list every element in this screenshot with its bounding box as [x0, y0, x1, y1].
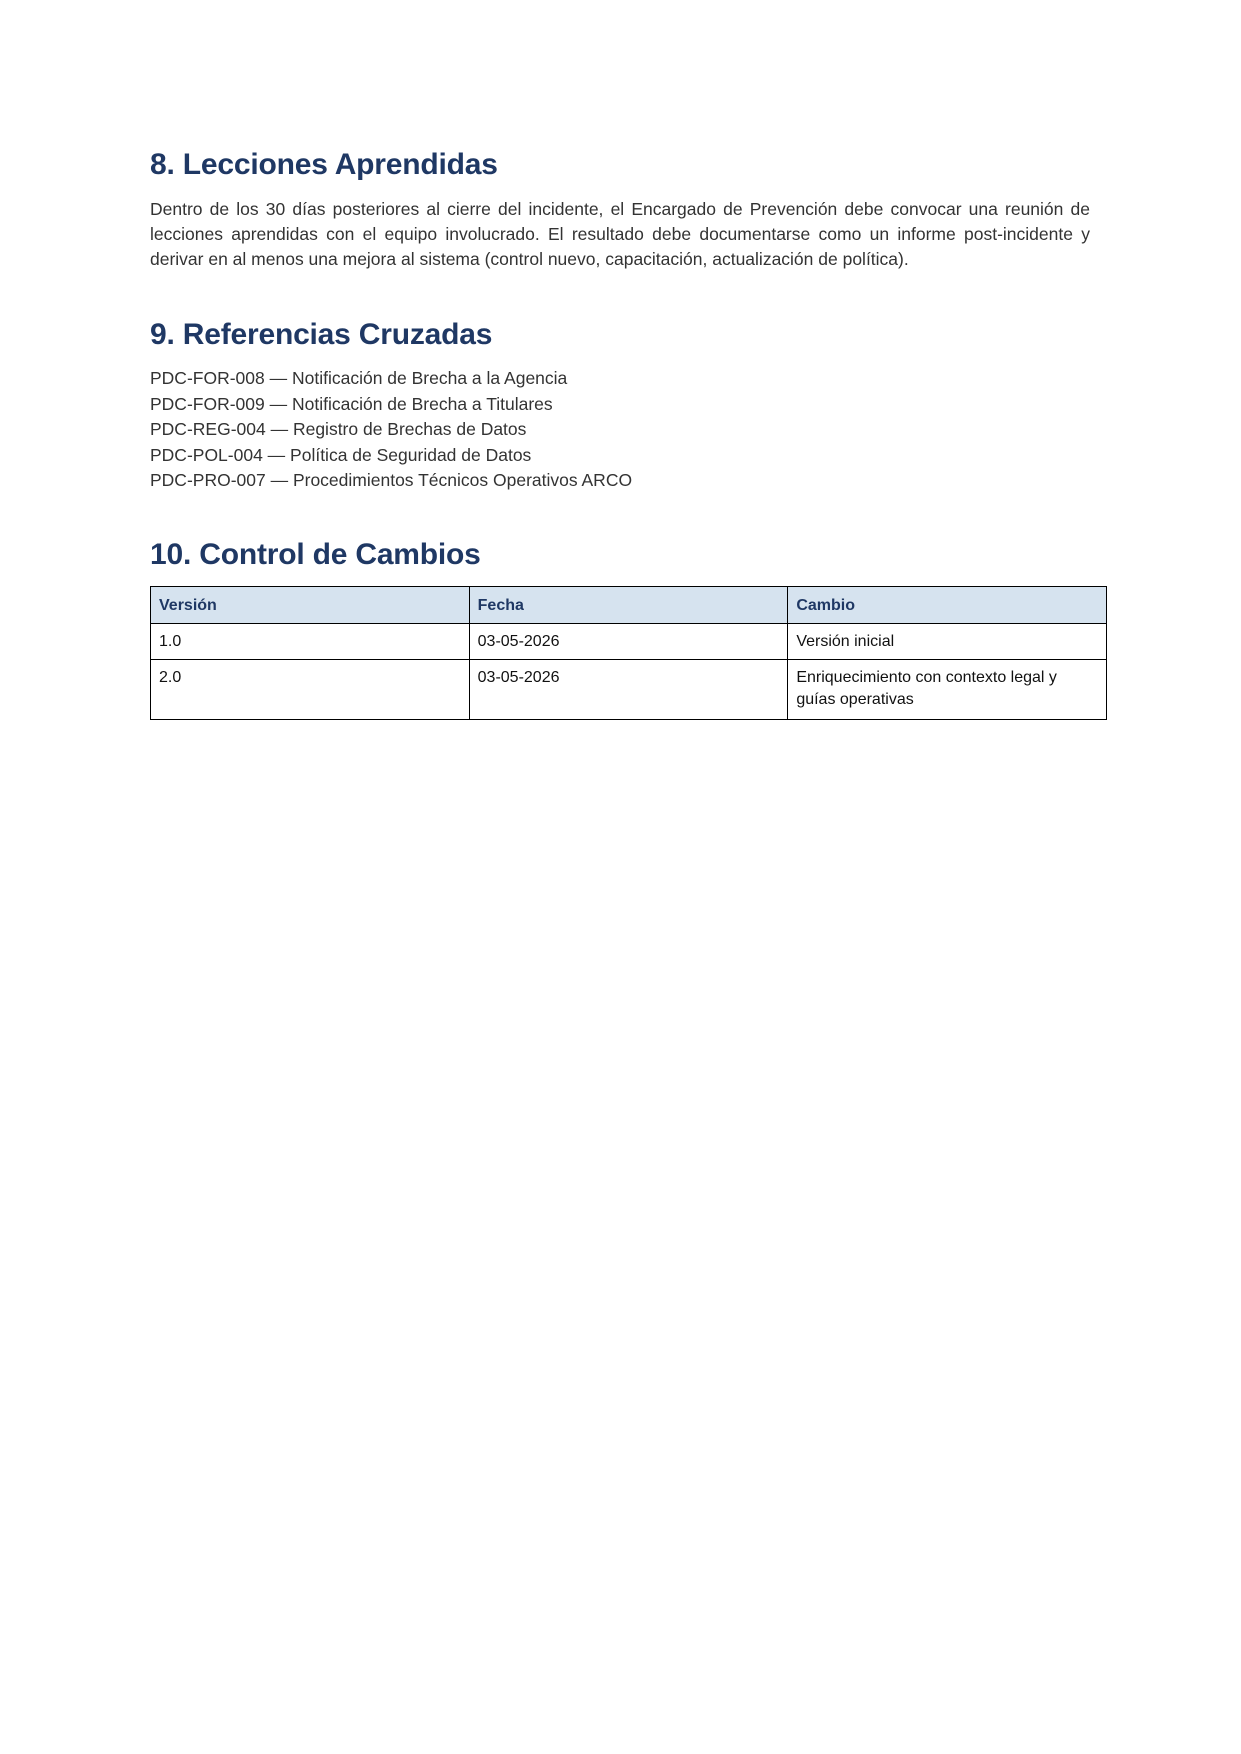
column-header-date: Fecha	[469, 587, 788, 624]
section-heading-changes: 10. Control de Cambios	[150, 537, 481, 571]
column-header-version: Versión	[151, 587, 470, 624]
cell-change: Versión inicial	[788, 624, 1107, 660]
document-page	[150, 148, 1106, 720]
references-list	[150, 366, 1106, 494]
reference-item: PDC-FOR-009 — Notificación de Brecha a Titulares	[150, 393, 553, 414]
table-row	[151, 624, 1107, 660]
lessons-paragraph: Dentro de los 30 días posteriores al cierre del incidente, el Encargado de Prevención debe convocar una reunión de lecciones aprendidas con el equipo involucrado. El resultado debe documentarse como un informe post-incidente y derivar en al menos una mejora al sistema (control nuevo, capacitación, actualización de política).	[150, 198, 1090, 269]
cell-change: Enriquecimiento con contexto legal y guías operativas	[788, 660, 1107, 720]
cell-date: 03-05-2026	[469, 624, 788, 660]
column-header-change: Cambio	[788, 587, 1107, 624]
change-control-table	[150, 586, 1107, 720]
cell-version: 2.0	[151, 660, 470, 720]
reference-item: PDC-PRO-007 — Procedimientos Técnicos Operativos ARCO	[150, 470, 633, 490]
reference-item: PDC-POL-004 — Política de Seguridad de Datos	[150, 444, 532, 465]
cell-date: 03-05-2026	[469, 660, 788, 720]
reference-item: PDC-REG-004 — Registro de Brechas de Datos	[150, 419, 527, 439]
section-heading-references: 9. Referencias Cruzadas	[150, 317, 493, 351]
cell-version: 1.0	[151, 624, 470, 660]
table-header-row	[151, 587, 1107, 624]
section-heading-lessons: 8. Lecciones Aprendidas	[150, 148, 498, 181]
reference-item: PDC-FOR-008 — Notificación de Brecha a la Agencia	[150, 368, 568, 388]
table-row	[151, 660, 1107, 720]
